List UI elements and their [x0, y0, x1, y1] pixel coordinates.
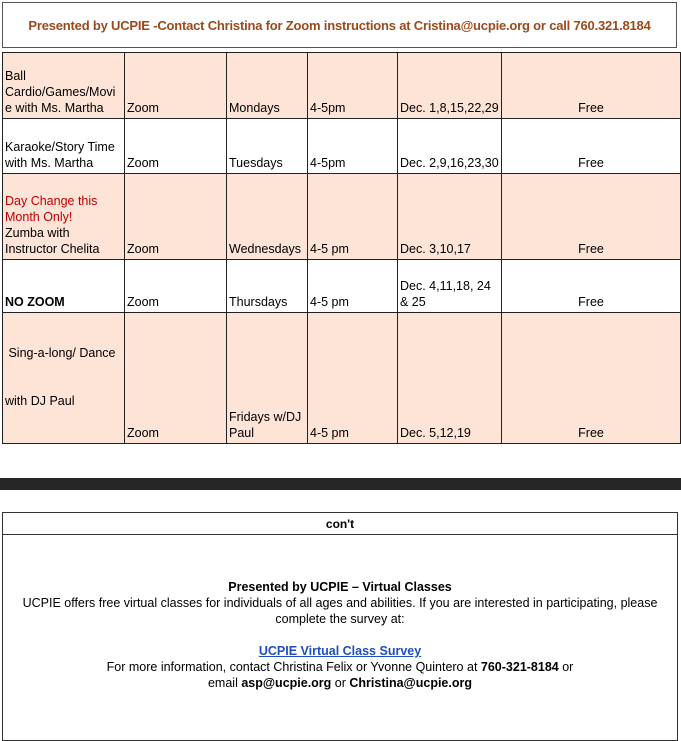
dates-cell: Dec. 2,9,16,23,30 — [398, 119, 502, 174]
price-cell: Free — [502, 174, 681, 260]
class-line: Ball — [5, 69, 26, 83]
continued-label: con't — [3, 513, 677, 535]
email-christina[interactable]: Christina@ucpie.org — [349, 676, 472, 690]
dates-line: Dec. 4,11,18, 24 — [400, 279, 491, 293]
dates-cell: Dec. 3,10,17 — [398, 174, 502, 260]
email-prefix: email — [207, 676, 242, 690]
table-row — [3, 174, 681, 260]
class-cell — [3, 119, 125, 174]
dates-cell — [398, 260, 502, 313]
class-line: Karaoke/Story Time — [5, 140, 115, 154]
day-cell: Tuesdays — [227, 119, 308, 174]
class-line: with Ms. Martha — [5, 156, 94, 170]
price-cell: Free — [502, 313, 681, 444]
table-row — [3, 119, 681, 174]
day-change-note: Day Change this — [5, 194, 98, 208]
contact-or: or — [558, 660, 574, 674]
contact-line — [9, 659, 671, 675]
class-line: Sing-a-long/ Dance — [5, 346, 116, 360]
survey-link[interactable]: UCPIE Virtual Class Survey — [258, 644, 422, 658]
dates-cell: Dec. 5,12,19 — [398, 313, 502, 444]
email-or: or — [331, 676, 350, 690]
class-cell: NO ZOOM — [3, 260, 125, 313]
schedule-table — [2, 52, 681, 444]
table-row — [3, 260, 681, 313]
time-cell: 4-5pm — [308, 119, 398, 174]
class-line: with DJ Paul — [5, 394, 75, 408]
page-divider — [0, 478, 681, 490]
header-text: Presented by UCPIE -Contact Christina for Zoom instructions at Cristina@ucpie.org or call 760.321.8184 — [28, 17, 651, 33]
day-line: Paul — [229, 426, 255, 440]
class-line: e with Ms. Martha — [5, 101, 104, 115]
email-line — [9, 675, 671, 691]
dates-line: & 25 — [400, 295, 426, 309]
dates-cell: Dec. 1,8,15,22,29 — [398, 53, 502, 119]
email-asp[interactable]: asp@ucpie.org — [241, 676, 332, 690]
header-banner — [2, 2, 677, 48]
price-cell: Free — [502, 260, 681, 313]
class-line: Zumba with — [5, 226, 70, 240]
time-cell: 4-5 pm — [308, 174, 398, 260]
class-cell — [3, 53, 125, 119]
contact-phone: 760-321-8184 — [480, 660, 559, 674]
platform-cell: Zoom — [125, 260, 227, 313]
day-cell — [227, 313, 308, 444]
day-cell: Mondays — [227, 53, 308, 119]
time-cell: 4-5 pm — [308, 313, 398, 444]
info-title: Presented by UCPIE – Virtual Classes — [228, 580, 452, 594]
continued-section — [2, 512, 678, 741]
class-cell — [3, 313, 125, 444]
price-cell: Free — [502, 119, 681, 174]
day-change-note: Month Only! — [5, 210, 73, 224]
time-cell: 4-5 pm — [308, 260, 398, 313]
info-description: UCPIE offers free virtual classes for individuals of all ages and abilities. If you are interested in participating, please complete the survey at: — [22, 596, 658, 626]
day-line: Fridays w/DJ — [229, 410, 302, 424]
day-cell: Wednesdays — [227, 174, 308, 260]
table-row — [3, 53, 681, 119]
price-cell: Free — [502, 53, 681, 119]
class-line: Instructor Chelita — [5, 242, 100, 256]
info-block — [3, 579, 677, 691]
contact-text: For more information, contact Christina Felix or Yvonne Quintero at — [106, 660, 481, 674]
class-cell — [3, 174, 125, 260]
table-row — [3, 313, 681, 444]
platform-cell: Zoom — [125, 119, 227, 174]
time-cell: 4-5pm — [308, 53, 398, 119]
day-cell: Thursdays — [227, 260, 308, 313]
platform-cell: Zoom — [125, 53, 227, 119]
platform-cell: Zoom — [125, 313, 227, 444]
class-line: Cardio/Games/Movi — [5, 85, 116, 99]
platform-cell: Zoom — [125, 174, 227, 260]
